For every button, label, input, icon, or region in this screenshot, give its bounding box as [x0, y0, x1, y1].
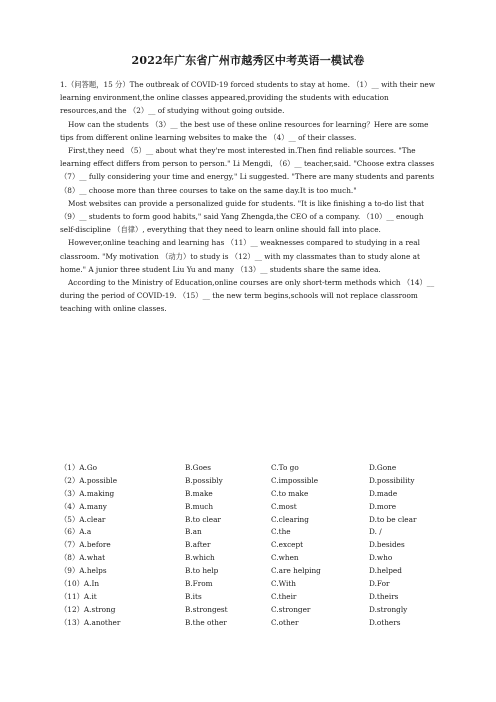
option-b: B.the other [185, 617, 227, 627]
option-row [60, 501, 440, 514]
option-c: C.the [271, 527, 291, 537]
option-c: C.To go [271, 463, 299, 472]
option-a: （5）A.clear [60, 514, 106, 524]
option-row [60, 462, 440, 475]
option-row [60, 552, 440, 565]
option-d: D.Gone [369, 463, 397, 472]
option-row [60, 604, 440, 617]
option-b: B.Goes [185, 463, 211, 472]
option-d: D.others [369, 617, 401, 627]
option-a: （11）A.it [60, 591, 97, 601]
option-b: B.to help [185, 566, 219, 576]
option-a: （1）A.Go [60, 463, 98, 472]
option-c: C.to make [271, 488, 309, 498]
option-b: B.which [185, 553, 215, 563]
option-a: （2）A.possible [60, 475, 118, 485]
option-b: B.From [185, 579, 213, 589]
option-a: （4）A.many [60, 501, 107, 511]
passage [60, 78, 436, 316]
option-a: （6）A.a [60, 527, 92, 537]
option-row [60, 488, 440, 501]
option-row [60, 514, 440, 527]
option-d: D.possibility [369, 475, 415, 485]
option-d: D.helped [369, 566, 402, 576]
option-c: C.stronger [271, 604, 311, 614]
option-b: B.possibly [185, 475, 223, 485]
option-a: （13）A.another [60, 617, 121, 627]
option-d: D.besides [369, 540, 405, 550]
question-paragraph: 1.（问答题，15 分）The outbreak of COVID-19 forced students to stay at home. （1）__ with their new learning environment,the online classes appeared,providing the students with education resources,and the （2）__ of studying without going outside. [60, 80, 435, 116]
option-a: （7）A.before [60, 540, 111, 550]
option-row [60, 578, 440, 591]
option-c: C.other [271, 617, 299, 627]
option-c: C.clearing [271, 514, 309, 524]
option-a: （9）A.helps [60, 566, 107, 576]
option-a: （10）A.In [60, 579, 100, 589]
option-b: B.much [185, 501, 214, 511]
option-row [60, 539, 440, 552]
passage-paragraph: How can the students （3）__ the best use of these online resources for learning？Here are some tips from different online learning websites to make the （4）__ of their classes. [60, 119, 429, 142]
passage-paragraph: However,online teaching and learning has （11）__ weaknesses compared to studying in a real classroom. "My motivation （动力）to study is （12）__ with my classmates than to study alone at home." A junior three student Liu Yu and many （13）__ students share the same idea. [60, 238, 420, 274]
option-b: B.its [185, 591, 202, 601]
option-c: C.when [271, 553, 299, 563]
passage-paragraph: Most websites can provide a personalized guide for students. "It is like finishing a to-do list that （9）__ students to form good habits," said Yang Zhengda,the CEO of a company. （10）__ enough self-discipline （自律）, everything that they need to learn online should fall into place. [60, 198, 425, 235]
option-b: B.strongest [185, 604, 228, 614]
option-b: B.make [185, 488, 213, 498]
option-a: （3）A.making [60, 488, 115, 498]
option-d: D.For [369, 579, 390, 589]
option-c: C.most [271, 501, 297, 511]
option-d: D.who [369, 553, 393, 563]
passage-paragraph: First,they need （5）__ about what they're most interested in.Then find reliable sources. "The learning effect differs from person to person." Li Mengdi, （6）__ teacher,said. "Choose extra classes （7）__ fully considering your time and energy," Li suggested. "There are many students and parents （8）__ choose more than three courses to take on the same day.It is too much." [60, 146, 435, 195]
option-row [60, 565, 440, 578]
option-b: B.after [185, 540, 211, 550]
option-a: （12）A.strong [60, 604, 116, 614]
option-c: C.their [271, 591, 297, 601]
option-row [60, 591, 440, 604]
option-d: D. / [369, 527, 382, 537]
page-title: 2022年广东省广州市越秀区中考英语一模试卷 [131, 54, 365, 67]
option-d: D.strongly [369, 604, 408, 614]
option-d: D.theirs [369, 591, 399, 601]
option-b: B.to clear [185, 514, 221, 524]
option-d: D.made [369, 488, 398, 498]
option-c: C.impossible [271, 475, 319, 485]
option-d: D.to be clear [369, 514, 417, 524]
option-d: D.more [369, 501, 397, 511]
options-list [60, 462, 440, 630]
option-c: C.except [271, 540, 304, 550]
option-row [60, 475, 440, 488]
option-b: B.an [185, 527, 202, 537]
option-c: C.are helping [271, 566, 321, 576]
option-row [60, 617, 440, 630]
option-a: （8）A.what [60, 553, 106, 563]
option-c: C.With [271, 579, 296, 589]
passage-paragraph: According to the Ministry of Education,online courses are only short-term methods which （14）__ during the period of COVID-19. （15）__ the new term begins,schools will not replace classroom teaching with online classes. [60, 278, 435, 314]
option-row [60, 526, 440, 539]
